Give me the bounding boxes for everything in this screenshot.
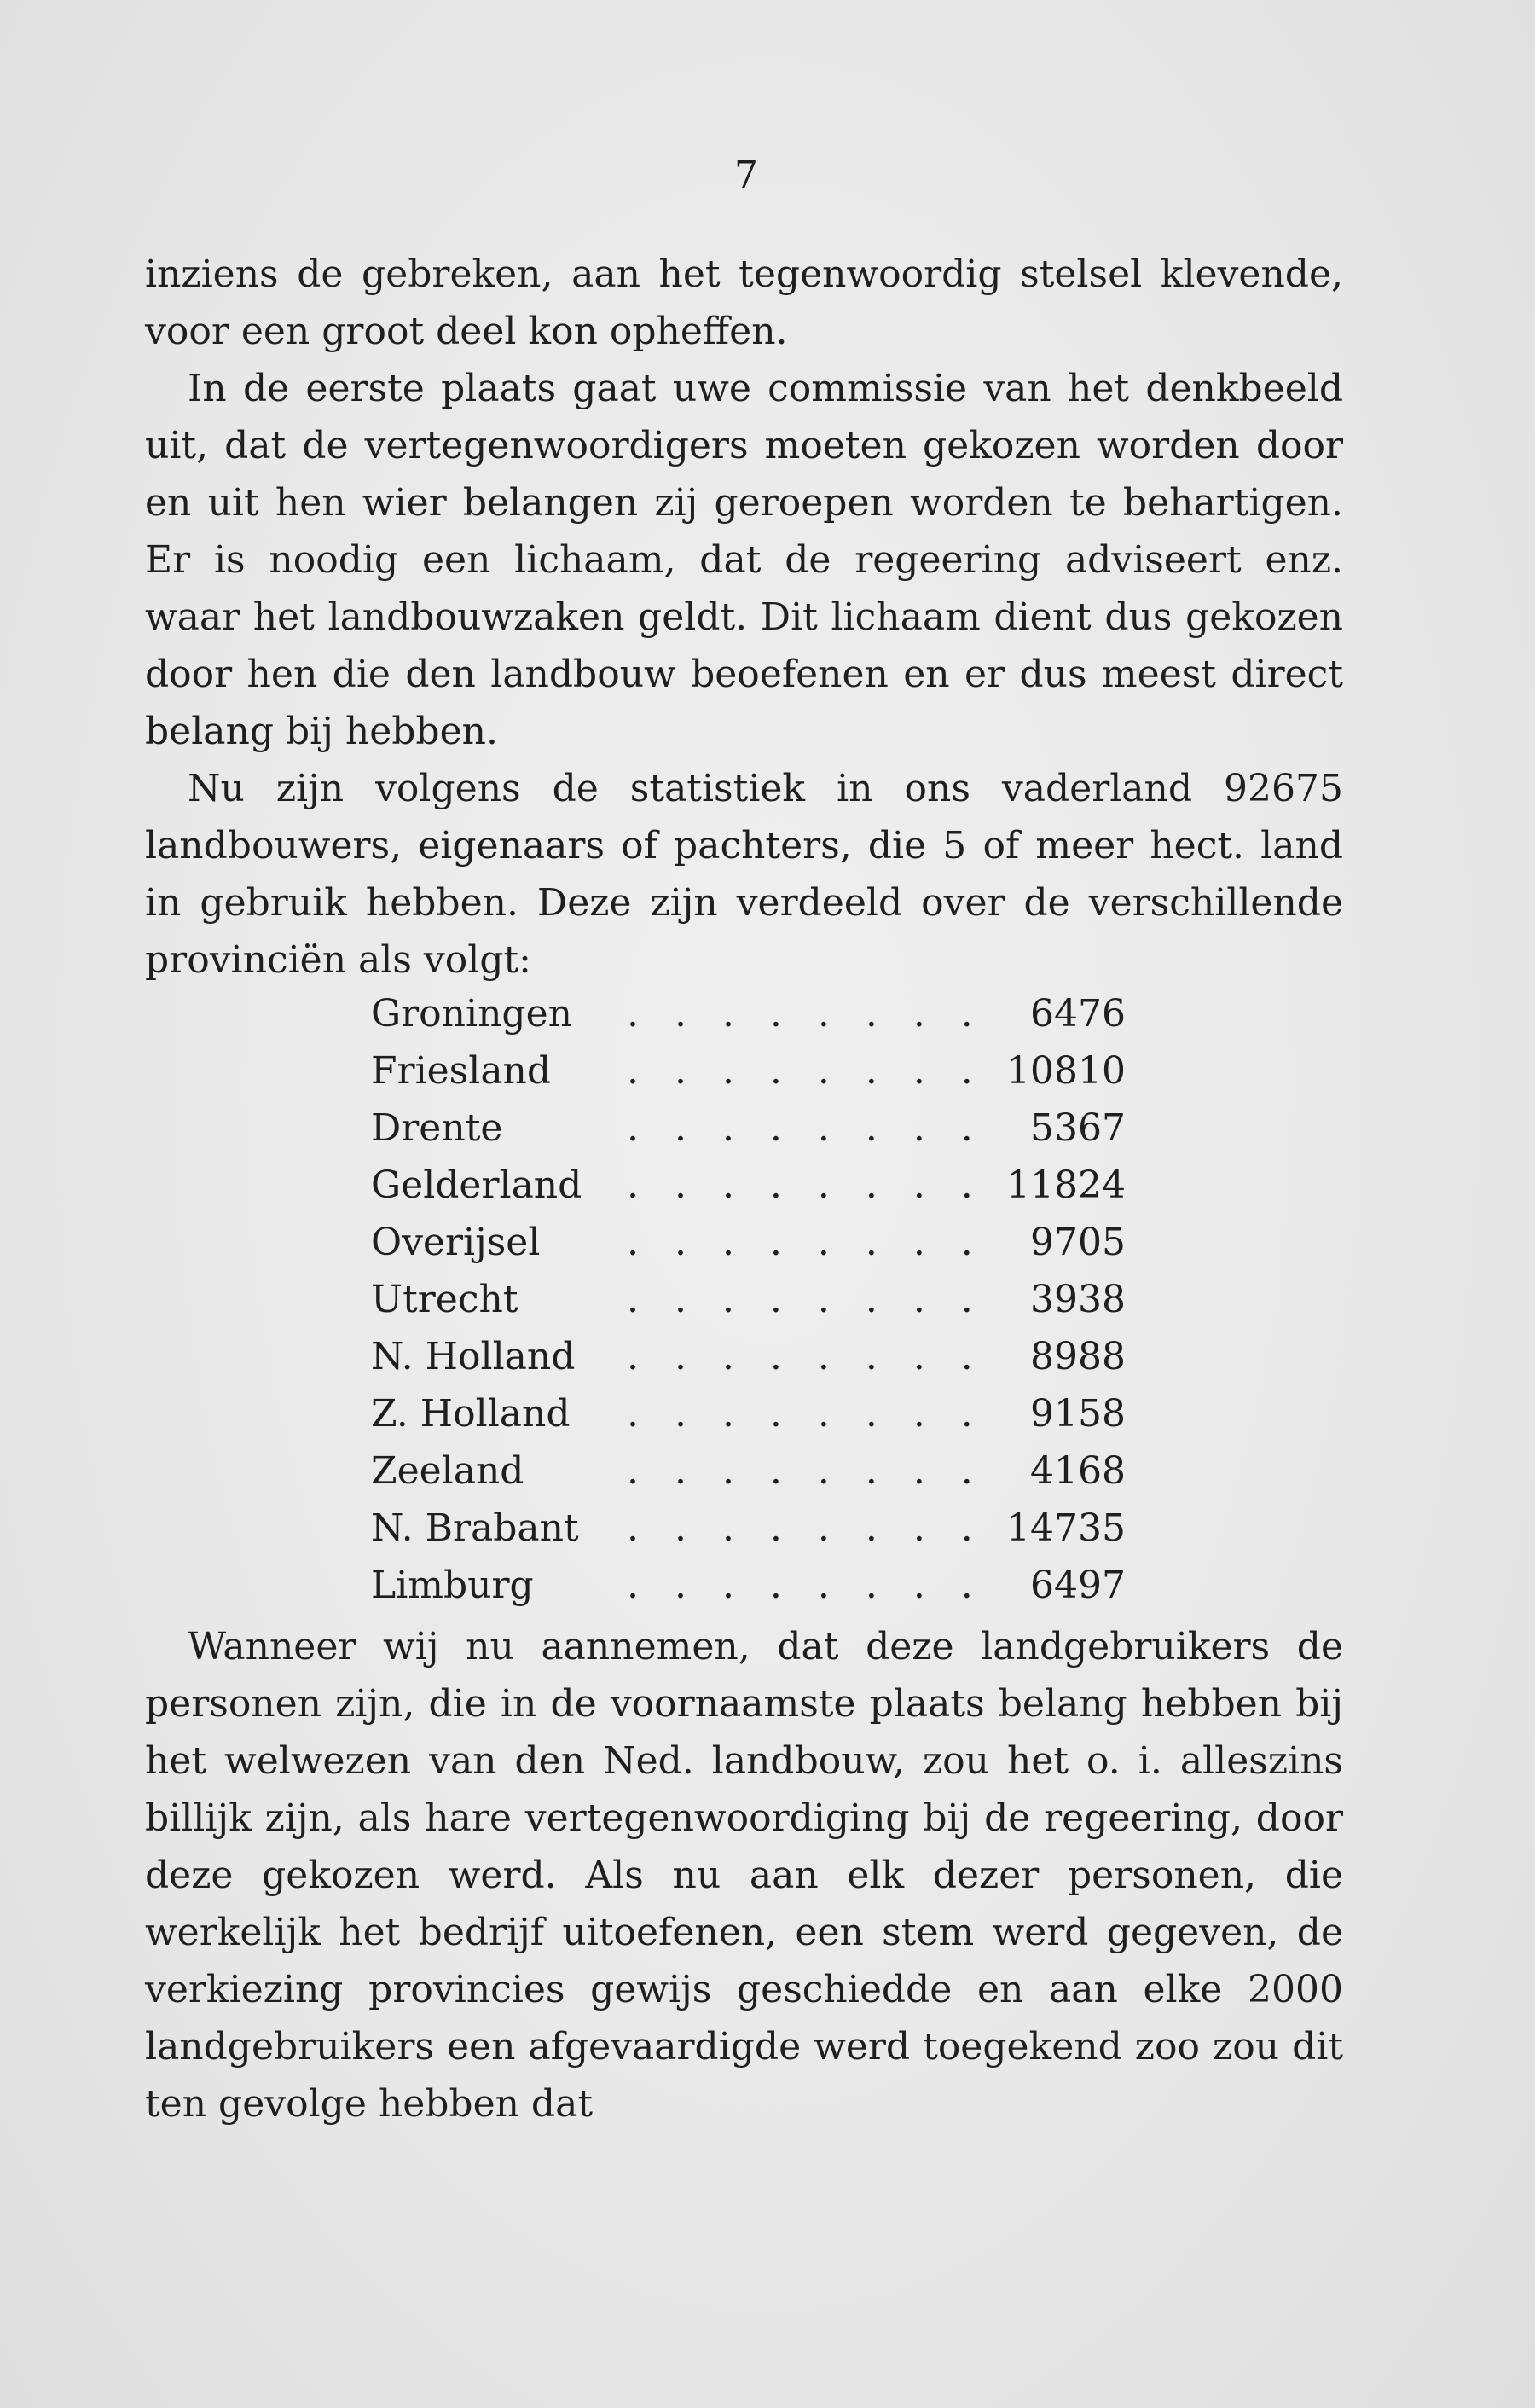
province-value: 4168 (1030, 1449, 1126, 1493)
dot-leader: . . . . . . . . (627, 1106, 985, 1150)
table-row (371, 1385, 1126, 1442)
dot-leader: . . . . . . . . (627, 1449, 985, 1493)
province-value: 9705 (1030, 1221, 1126, 1264)
dot-leader: . . . . . . . . (627, 1049, 985, 1093)
text-block-top (145, 246, 1343, 989)
paragraph: Nu zijn volgens de statistiek in ons vaderland 92675 landbouwers, eigenaars of pachters, die 5 of meer hect. land in gebruik hebben. Deze zijn verdeeld over de verschillende provinciën als volgt: (145, 767, 1343, 982)
page-number: 7 (734, 154, 758, 197)
province-value: 3938 (1030, 1278, 1126, 1321)
province-name: Groningen (371, 992, 572, 1036)
province-value: 10810 (1006, 1049, 1126, 1093)
dot-leader: . . . . . . . . (627, 1392, 985, 1436)
province-name: Friesland (371, 1049, 552, 1093)
province-name: Zeeland (371, 1449, 524, 1493)
province-name: Z. Holland (371, 1392, 571, 1436)
province-name: N. Brabant (371, 1506, 579, 1550)
table-row (371, 1100, 1126, 1157)
province-name: Gelderland (371, 1163, 582, 1207)
dot-leader: . . . . . . . . (627, 1221, 985, 1264)
table-row (371, 1214, 1126, 1271)
province-value: 6476 (1030, 992, 1126, 1036)
table-row (371, 1557, 1126, 1614)
province-value: 8988 (1030, 1335, 1126, 1378)
table-row (371, 1042, 1126, 1100)
paragraph: Wanneer wij nu aannemen, dat deze landgebruikers de personen zijn, die in de voornaamste plaats belang hebben bij het welwezen van den Ned. landbouw, zou het o. i. alleszins billijk zijn, als hare vertegenwoordiging bij de regeering, door deze gekozen werd. Als nu aan elk dezer personen, die werkelijk het bedrijf uitoefenen, een stem werd gegeven, de verkiezing provincies gewijs geschiedde en aan elke 2000 landgebruikers een afgevaardigde werd toegekend zoo zou dit ten gevolge hebben dat (145, 1625, 1343, 2126)
dot-leader: . . . . . . . . (627, 1564, 985, 1607)
paragraph: inziens de gebreken, aan het tegenwoordig stelsel klevende, voor een groot deel kon opheffen. (145, 252, 1343, 353)
dot-leader: . . . . . . . . (627, 992, 985, 1036)
table-row (371, 1157, 1126, 1214)
table-row (371, 1271, 1126, 1328)
dot-leader: . . . . . . . . (627, 1278, 985, 1321)
table-row (371, 1442, 1126, 1500)
province-value: 14735 (1006, 1506, 1126, 1550)
province-value: 11824 (1006, 1163, 1126, 1207)
province-value: 6497 (1030, 1564, 1126, 1607)
table-row (371, 985, 1126, 1042)
province-name: Drente (371, 1106, 503, 1150)
province-name: Utrecht (371, 1278, 518, 1321)
dot-leader: . . . . . . . . (627, 1335, 985, 1378)
table-row (371, 1328, 1126, 1385)
province-name: N. Holland (371, 1335, 576, 1378)
text-block-bottom (145, 1618, 1343, 2132)
province-name: Limburg (371, 1564, 534, 1607)
province-value: 5367 (1030, 1106, 1126, 1150)
table-row (371, 1500, 1126, 1557)
province-table (371, 985, 1126, 1614)
dot-leader: . . . . . . . . (627, 1506, 985, 1550)
paragraph: In de eerste plaats gaat uwe commissie van het denkbeeld uit, dat de vertegenwoordigers moeten gekozen worden door en uit hen wier belangen zij geroepen worden te behartigen. Er is noodig een lichaam, dat de regeering adviseert enz. waar het landbouwzaken geldt. Dit lichaam dient dus gekozen door hen die den landbouw beoefenen en er dus meest direct belang bij hebben. (145, 367, 1343, 753)
province-name: Overijsel (371, 1221, 541, 1264)
dot-leader: . . . . . . . . (627, 1163, 985, 1207)
province-value: 9158 (1030, 1392, 1126, 1436)
